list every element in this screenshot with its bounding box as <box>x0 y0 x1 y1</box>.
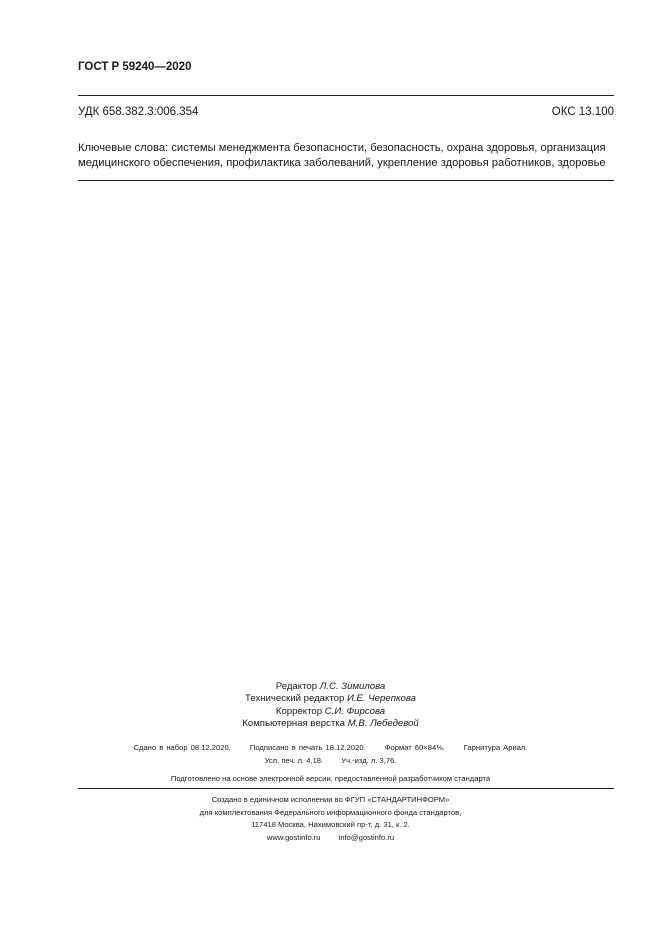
credit-tech-editor-label: Технический редактор <box>245 693 345 705</box>
publisher-website-link[interactable]: www.gostinfo.ru <box>266 832 321 842</box>
credit-layout-label: Компьютерная верстка <box>242 717 346 729</box>
imprint-publisher-sheets: Уч.-изд. л. 3,76. <box>341 756 397 765</box>
credit-tech-editor <box>0 693 661 705</box>
credit-layout <box>0 718 661 730</box>
imprint-typeface: Гарнитура Ариал. <box>463 743 528 752</box>
credit-editor-label: Редактор <box>275 681 318 692</box>
publisher-line-1: Создано в единичном исполнении во ФГУП «СТАНДАРТИНФОРМ» <box>211 795 450 804</box>
credit-tech-editor-name: И.Е. Черепкова <box>346 693 416 705</box>
credit-layout-name: М.В. Лебедевой <box>347 717 419 729</box>
imprint-submitted: Сдано в набор 08.12.2020. <box>133 743 231 752</box>
divider-keywords <box>78 180 614 181</box>
credit-corrector-name: С.И. Фирсова <box>324 705 386 717</box>
divider-top <box>78 95 614 96</box>
publisher-contacts <box>0 832 661 845</box>
publisher-block <box>0 794 661 844</box>
keywords-paragraph: Ключевые слова: системы менеджмента безопасности, безопасность, охрана здоровья, организация медицинского обеспечения, профилактика заболеваний, укрепление здоровья работников, здоровье <box>78 142 606 169</box>
publisher-email-link[interactable]: info@gostinfo.ru <box>338 832 395 842</box>
publisher-line-2: для комплектования Федерального информационного фонда стандартов, <box>199 807 462 817</box>
udk-code: УДК 658.382.3:006.354 <box>78 106 199 118</box>
credit-editor <box>0 681 661 693</box>
credit-corrector-label: Корректор <box>275 705 323 717</box>
imprint-line-1 <box>0 743 661 752</box>
imprint-signed: Подписано в печать 18.12.2020. <box>249 743 366 752</box>
credit-corrector <box>0 706 661 718</box>
credit-editor-name: Л.С. Зимилова <box>319 681 386 692</box>
imprint-print-sheets: Усл. печ. л. 4,18. <box>264 756 324 765</box>
document-id: ГОСТ Р 59240—2020 <box>78 61 192 73</box>
divider-publisher <box>78 788 614 789</box>
prepared-note: Подготовлено на основе электронной версии, предоставленной разработчиком стандарта <box>170 774 491 783</box>
imprint-format: Формат 60×84⅛. <box>384 743 445 752</box>
publisher-address: 117418 Москва, Нахимовский пр-т, д. 31, к. 2. <box>251 820 410 829</box>
oks-code: ОКС 13.100 <box>551 106 614 118</box>
imprint-line-2 <box>0 756 661 765</box>
editorial-credits <box>0 681 661 730</box>
